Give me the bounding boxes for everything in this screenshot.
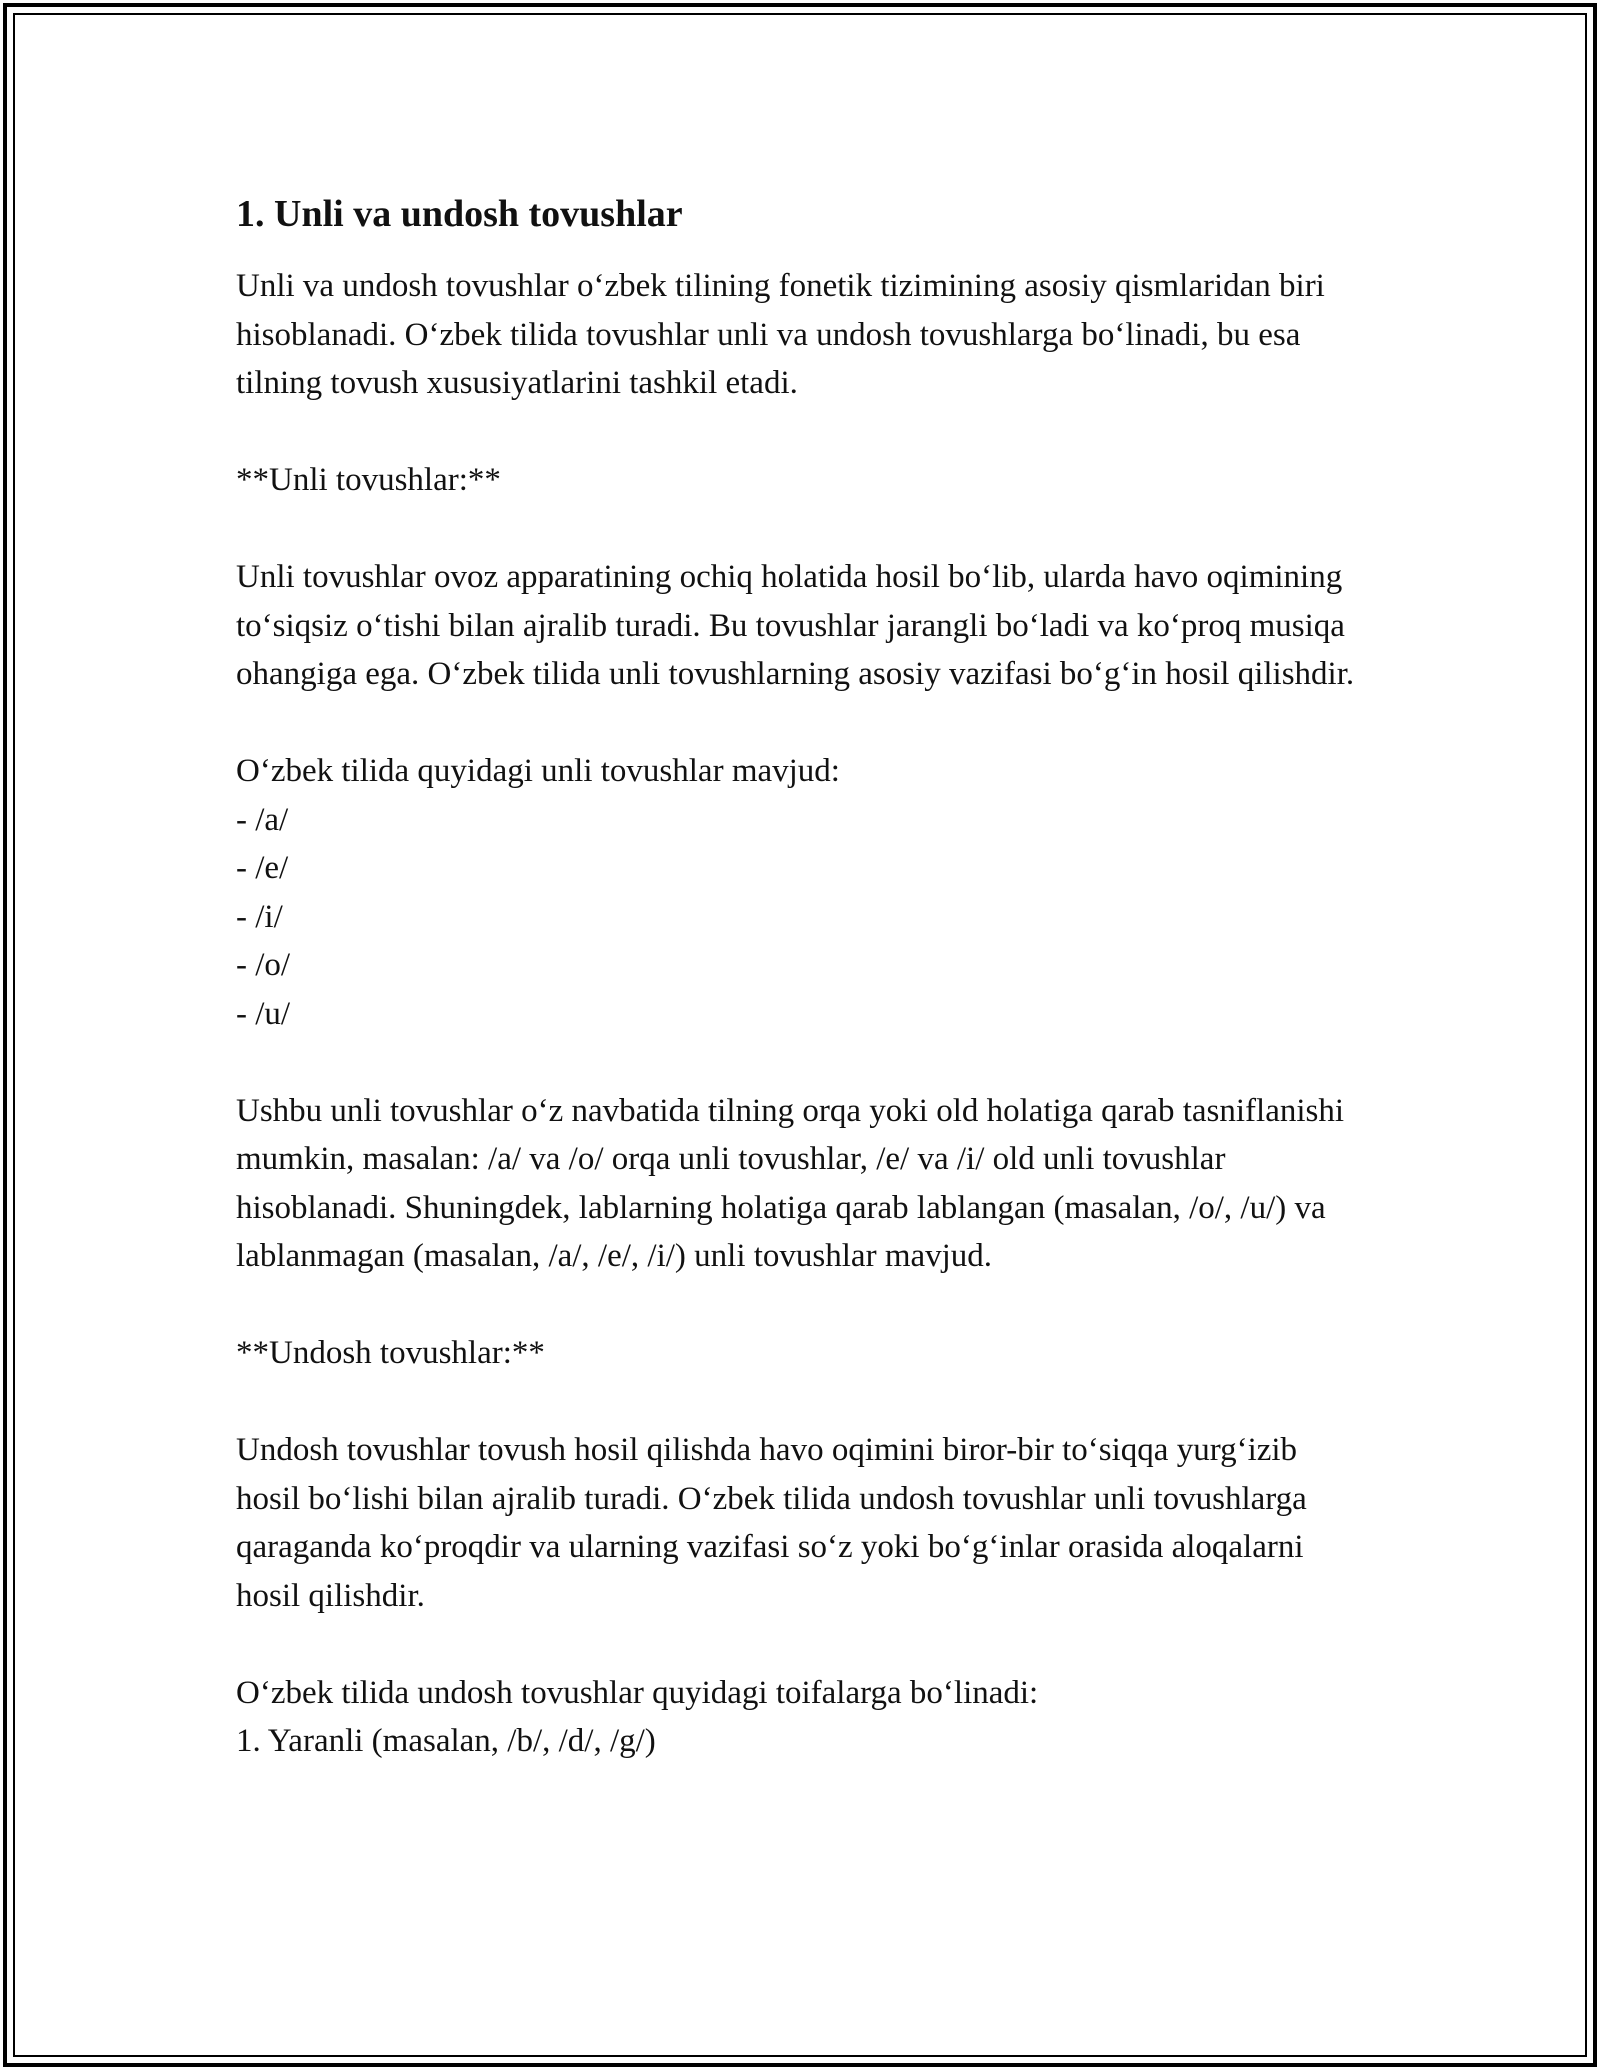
consonants-heading: **Undosh tovushlar:** [236, 1335, 545, 1371]
spacer [236, 1038, 1366, 1087]
list-item: 1. Yaranli (masalan, /b/, /d/, /g/) [236, 1723, 656, 1759]
spacer [236, 1281, 1366, 1330]
list-item: - /u/ [236, 995, 291, 1032]
list-item: - /i/ [236, 898, 283, 935]
spacer [236, 505, 1366, 554]
vowels-paragraph: Unli tovushlar ovoz apparatining ochiq holatida hosil bo‘lib, ularda havo oqimining to‘siqsiz o‘tishi bilan ajralib turadi. Bu tovushlar jarangli bo‘ladi va ko‘proq musiqa ohangiga ega. O‘zbek tilida unli tovushlarning asosiy vazifasi bo‘g‘in hosil qilishdir. [236, 559, 1355, 692]
spacer [236, 699, 1366, 748]
spacer [236, 1378, 1366, 1427]
consonants-list [236, 1717, 1366, 1766]
vowels-heading: **Unli tovushlar:** [236, 462, 501, 498]
section-heading: 1. Unli va undosh tovushlar [236, 193, 683, 235]
vowels-list [236, 796, 1366, 1039]
list-item: - /o/ [236, 947, 291, 983]
intro-paragraph: Unli va undosh tovushlar o‘zbek tilining fonetik tizimining asosiy qismlaridan biri hisoblanadi. O‘zbek tilida tovushlar unli va undosh tovushlarga bo‘linadi, bu esa tilning tovush xususiyatlarini tashkil etadi. [236, 268, 1325, 401]
vowels-classification-paragraph: Ushbu unli tovushlar o‘z navbatida tilning orqa yoki old holatiga qarab tasniflanishi mumkin, masalan: /a/ va /o/ orqa unli tovushlar, /e/ va /i/ old unli tovushlar hisoblanadi. Shuningdek, lablarning holatiga qarab lablangan (masalan, /o/, /u/) va lablanmagan (masalan, /a/, /e/, /i/) unli tovushlar mavjud. [236, 1092, 1345, 1274]
spacer [236, 1620, 1366, 1669]
list-item: - /e/ [236, 850, 289, 886]
consonants-list-intro: O‘zbek tilida undosh tovushlar quyidagi toifalarga bo‘linadi: [236, 1674, 1039, 1711]
consonants-paragraph: Undosh tovushlar tovush hosil qilishda havo oqimini biror-bir to‘siqqa yurg‘izib hosil bo‘lishi bilan ajralib turadi. O‘zbek tilida undosh tovushlar unli tovushlarga qaraganda ko‘proqdir va ularning vazifasi so‘z yoki bo‘g‘inlar orasida aloqalarni hosil qilishdir. [236, 1432, 1307, 1614]
list-item: - /a/ [236, 801, 289, 838]
spacer [236, 408, 1366, 457]
vowels-list-intro: O‘zbek tilida quyidagi unli tovushlar mavjud: [236, 753, 840, 789]
document-body [236, 188, 1366, 1766]
